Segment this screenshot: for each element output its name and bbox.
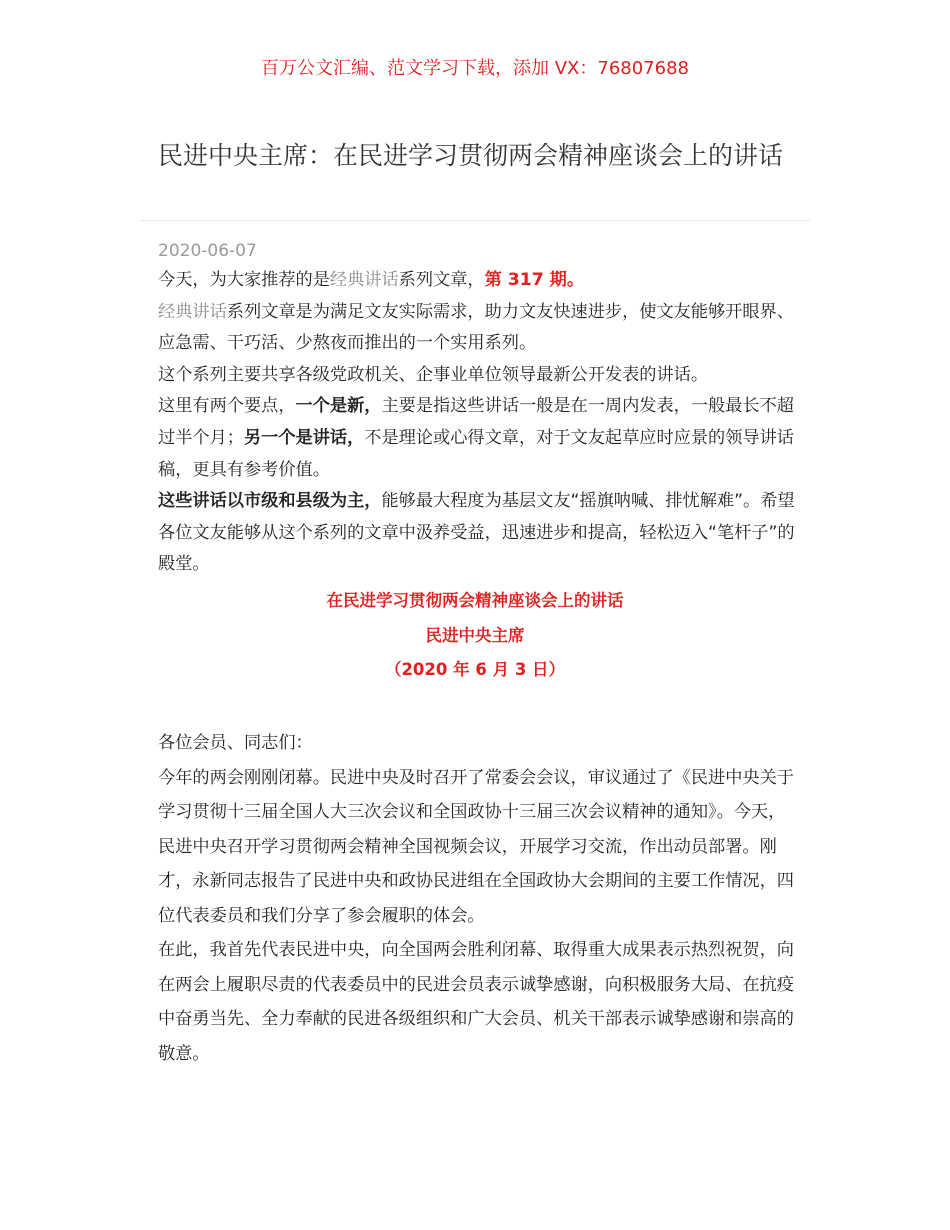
intro-text: 不是理论或心得文章，对于文友起草应时应景的领导讲话稿，更具有参考价值。	[158, 427, 794, 480]
intro-section	[158, 265, 798, 581]
article-title: 民进中央主席：在民进学习贯彻两会精神座谈会上的讲话	[158, 141, 784, 170]
intro-paragraph	[158, 391, 798, 486]
speech-date: （2020 年 6 月 3 日）	[384, 660, 566, 679]
key-point: 这些讲话以市级和县级为主，	[158, 491, 382, 512]
speech-body	[158, 726, 798, 1071]
intro-text: 能够最大程度为基层文友“摇旗呐喊、排忧解难”。希望各位文友能够从这个系列的文章中汲养受益，迅速进步和提高，轻松迈入“笔杆子”的殿堂。	[158, 491, 795, 575]
intro-paragraph	[158, 265, 798, 297]
intro-paragraph	[158, 486, 798, 581]
speech-title: 在民进学习贯彻两会精神座谈会上的讲话	[326, 591, 624, 610]
intro-text: 系列文章是为满足文友实际需求，助力文友快速进步，使文友能够开眼界、应急需、干巧活、少熬夜而推出的一个实用系列。	[158, 301, 794, 354]
promo-banner: 百万公文汇编、范文学习下载，添加 VX：76807688	[261, 58, 689, 79]
speech-speaker: 民进中央主席	[425, 626, 525, 645]
key-point: 另一个是讲话，	[243, 427, 365, 448]
title-divider	[140, 220, 810, 221]
series-name: 经典讲话	[329, 270, 399, 290]
intro-text: 今天，为大家推荐的是	[158, 270, 330, 290]
body-paragraph: 在此，我首先代表民进中央，向全国两会胜利闭幕、取得重大成果表示热烈祝贺，向在两会上履职尽责的代表委员中的民进会员表示诚挚感谢，向积极服务大局、在抗疫中奋勇当先、全力奉献的民进各级组织和广大会员、机关干部表示诚挚感谢和崇高的敬意。	[158, 940, 794, 1064]
key-point: 一个是新，	[295, 396, 382, 417]
intro-text: 主要是指这些讲话一般是在一周内发表，一般最长不超过半个月；	[158, 396, 794, 448]
intro-text: 这里有两个要点，	[158, 396, 296, 417]
intro-paragraph	[158, 297, 798, 360]
article-date: 2020-06-07	[158, 241, 257, 261]
body-paragraph: 今年的两会刚刚闭幕。民进中央及时召开了常委会会议，审议通过了《民进中央关于学习贯彻十三届全国人大三次会议和全国政协十三届三次会议精神的通知》。今天，民进中央召开学习贯彻两会精神全国视频会议，开展学习交流，作出动员部署。刚才，永新同志报告了民进中央和政协民进组在全国政协大会期间的主要工作情况，四位代表委员和我们分享了参会履职的体会。	[158, 767, 794, 926]
intro-paragraph: 这个系列主要共享各级党政机关、企事业单位领导最新公开发表的讲话。	[158, 364, 709, 385]
salutation: 各位会员、同志们：	[158, 733, 313, 753]
issue-number: 第 317 期。	[484, 270, 585, 290]
intro-text: 系列文章，	[398, 270, 485, 290]
series-name: 经典讲话	[158, 301, 227, 322]
